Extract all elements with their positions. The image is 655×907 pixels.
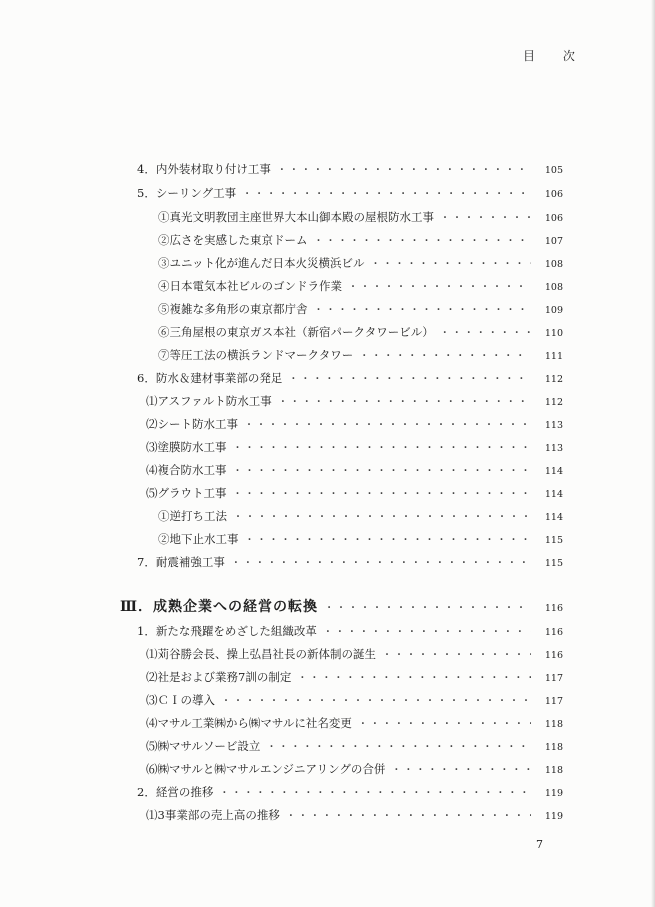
- toc-entry-label: ⑵シート防水工事: [146, 417, 238, 431]
- leader-dots: [233, 487, 532, 503]
- toc-entry-page: 109: [544, 305, 563, 316]
- toc-entry-page: 118: [544, 719, 563, 730]
- page-number: 7: [536, 838, 543, 851]
- toc-entry-label: ⑵社是および業務7訓の制定: [146, 670, 292, 684]
- leader-dots: [314, 234, 532, 250]
- leader-dots: [359, 349, 531, 365]
- leader-dots: [233, 441, 532, 457]
- leader-dots: [233, 510, 531, 526]
- toc-entry: [158, 508, 563, 526]
- toc-entry: [158, 531, 563, 549]
- toc-entry-label: ⑸グラウト工事: [146, 486, 227, 500]
- page-header-title: 目 次: [523, 49, 587, 63]
- toc-entry-label: ⑥三角屋根の東京ガス本社（新宿パークタワービル）: [158, 325, 434, 339]
- leader-dots: [288, 372, 531, 388]
- leader-dots: [245, 533, 532, 549]
- toc-entry: [146, 715, 563, 733]
- toc-entry-page: 110: [544, 328, 563, 339]
- toc-entry-label: 5．シーリング工事: [137, 186, 237, 200]
- toc-entry-label: ③ユニット化が進んだ日本火災横浜ビル: [158, 256, 365, 270]
- toc-entry-page: 114: [544, 466, 563, 477]
- toc-entry: [158, 301, 563, 319]
- toc-entry-page: 113: [544, 420, 563, 431]
- toc-entry-label: ⑶ＣＩの導入: [146, 693, 215, 707]
- toc-entry-label: ①逆打ち工法: [158, 509, 227, 523]
- toc-entry-label: ⑤複雑な多角形の東京都庁舎: [158, 302, 308, 316]
- toc-entry-page: 111: [544, 351, 563, 362]
- toc-entry-label: ①真光文明教団主座世界大本山御本殿の屋根防水工事: [158, 210, 434, 224]
- toc-entry-page: 106: [544, 189, 563, 200]
- toc-entry: [146, 807, 563, 825]
- toc-entry-label: ⑶塗膜防水工事: [146, 440, 227, 454]
- toc-entry-page: 112: [544, 374, 563, 385]
- toc-entry-page: 118: [544, 765, 563, 776]
- leader-dots: [231, 556, 531, 572]
- toc-entry-label: 6．防水＆建材事業部の発足: [137, 371, 283, 385]
- toc-entry-label: ⑴アスファルト防水工事: [146, 394, 272, 408]
- leader-dots: [221, 694, 531, 710]
- toc-entry-label: 7．耐震補強工事: [137, 555, 225, 569]
- toc-entry-page: 116: [544, 603, 563, 614]
- toc-entry-page: 114: [544, 512, 563, 523]
- toc-entry: [137, 161, 563, 179]
- toc-entry-page: 117: [544, 673, 563, 684]
- toc-part-heading: [120, 599, 563, 617]
- toc-entry-page: 117: [544, 696, 563, 707]
- toc-entry: [158, 347, 563, 365]
- toc-entry: [146, 439, 563, 457]
- toc-entry: [137, 370, 563, 388]
- leader-dots: [371, 257, 531, 273]
- leader-dots: [391, 763, 531, 779]
- toc-entry: [158, 255, 563, 273]
- toc-entry-label: 4．内外装材取り付け工事: [137, 162, 271, 176]
- toc-entry: [146, 692, 563, 710]
- toc-entry-label: ⑦等圧工法の横浜ランドマークタワー: [158, 348, 354, 362]
- toc-entry-label: ⑴苅谷勝会長、操上弘昌社長の新体制の誕生: [146, 647, 376, 661]
- leader-dots: [297, 671, 531, 687]
- toc-entry-page: 115: [544, 558, 563, 569]
- toc-entry-label: ⑷マサル工業㈱から㈱マサルに社名変更: [146, 716, 352, 730]
- leader-dots: [278, 395, 531, 411]
- toc-entry: [158, 278, 563, 296]
- leader-dots: [348, 280, 531, 296]
- toc-entry-page: 112: [544, 397, 563, 408]
- leader-dots: [219, 786, 531, 802]
- toc-entry-page: 119: [544, 811, 563, 822]
- toc-entry-label: ②地下止水工事: [158, 532, 239, 546]
- toc-entry-page: 108: [544, 282, 563, 293]
- toc-entry: [146, 416, 563, 434]
- toc-entry-label: ⑸㈱マサルソービ設立: [146, 739, 261, 753]
- leader-dots: [440, 211, 531, 227]
- toc-entry-page: 115: [544, 535, 563, 546]
- toc-entry-page: 116: [544, 650, 563, 661]
- toc-entry: [146, 462, 563, 480]
- toc-entry-label: 2．経営の推移: [137, 785, 214, 799]
- toc-entry-page: 107: [544, 236, 563, 247]
- leader-dots: [244, 418, 531, 434]
- toc-entry-page: 116: [544, 627, 563, 638]
- toc-entry-label: 1．新たな飛躍をめざした組織改革: [137, 624, 317, 638]
- leader-dots: [323, 625, 531, 641]
- toc-entry-label: ④日本電気本社ビルのゴンドラ作業: [158, 279, 342, 293]
- toc-entry: [146, 485, 563, 503]
- toc-entry: [137, 554, 563, 572]
- page-edge-shadow: [651, 0, 655, 907]
- toc-entry-label: Ⅲ．成熟企業への経営の転換: [120, 599, 319, 615]
- toc-entry: [146, 646, 563, 664]
- toc-entry: [137, 185, 563, 203]
- leader-dots: [233, 464, 532, 480]
- leader-dots: [440, 326, 531, 342]
- toc-entry-label: ②広さを実感した東京ドーム: [158, 233, 308, 247]
- leader-dots: [286, 809, 531, 825]
- leader-dots: [358, 717, 531, 733]
- toc-entry: [146, 738, 563, 756]
- toc-entry: [146, 393, 563, 411]
- toc-entry: [146, 669, 563, 687]
- leader-dots: [277, 163, 531, 179]
- toc-entry: [146, 761, 563, 779]
- toc-entry-page: 105: [544, 165, 563, 176]
- toc-entry-page: 118: [544, 742, 563, 753]
- toc-entry-page: 113: [544, 443, 563, 454]
- toc-entry-page: 108: [544, 259, 563, 270]
- leader-dots: [382, 648, 531, 664]
- toc-entry: [137, 784, 563, 802]
- toc-entry-page: 106: [544, 213, 563, 224]
- leader-dots: [314, 303, 532, 319]
- toc-entry-label: ⑷複合防水工事: [146, 463, 227, 477]
- toc-entry: [158, 232, 563, 250]
- toc-entry: [158, 324, 563, 342]
- toc-entry-label: ⑹㈱マサルと㈱マサルエンジニアリングの合併: [146, 762, 386, 776]
- toc-entry-label: ⑴3事業部の売上高の推移: [146, 808, 280, 822]
- toc-entry: [137, 623, 563, 641]
- leader-dots: [242, 187, 531, 203]
- leader-dots: [266, 740, 531, 756]
- toc-entry-page: 119: [544, 788, 563, 799]
- toc-entry-page: 114: [544, 489, 563, 500]
- leader-dots: [324, 601, 531, 617]
- toc-entry: [158, 209, 563, 227]
